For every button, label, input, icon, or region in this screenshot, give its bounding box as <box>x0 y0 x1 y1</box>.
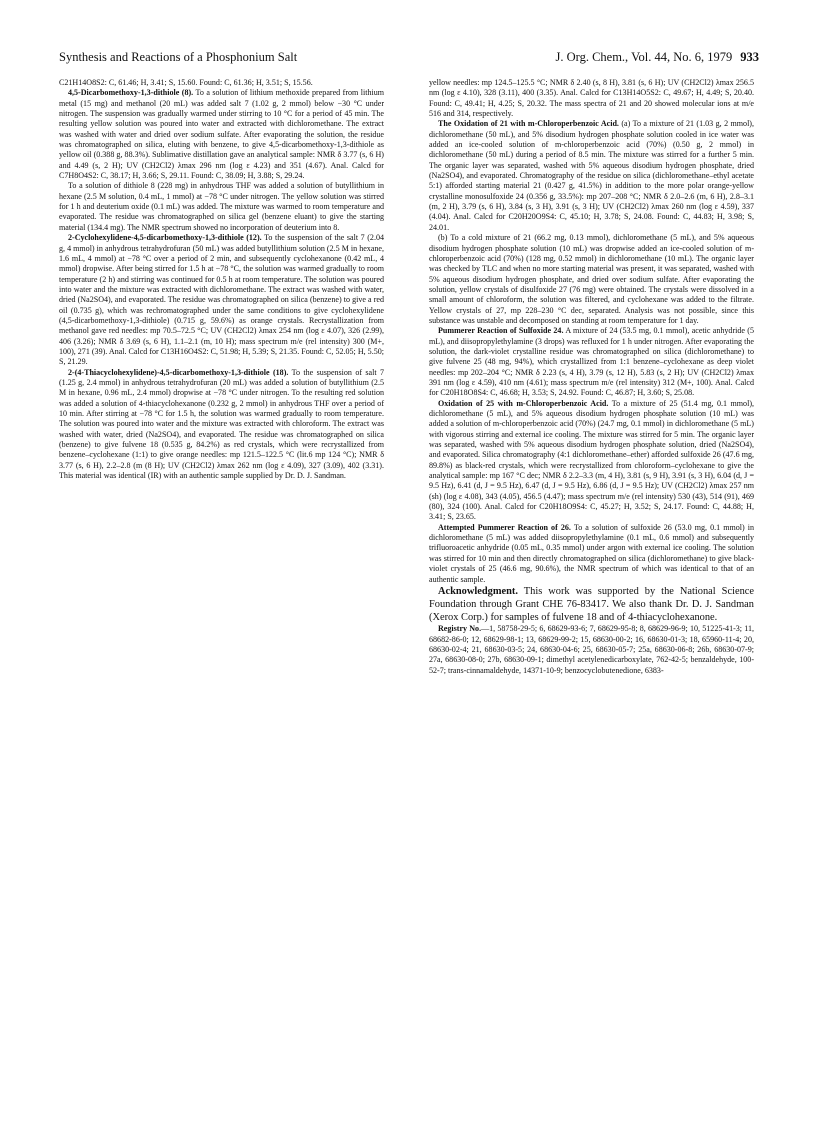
registry-heading: Registry No. <box>438 624 482 634</box>
page-header <box>59 50 759 70</box>
paragraph-text: (b) To a cold mixture of 21 (66.2 mg, 0.13 mmol), dichloromethane (5 mL), and 5% aqueous disodium hydrogen phosphate solution (10 mL) was dropwise added an ice-cooled solution of m-chloroperbenzoic acid (70%) (128 mg, 0.52 mmol) in dichloromethane (10 mL). The organic layer was checked by TLC and when no more starting material was present, it was separated, washed with 5% aqueous disodium hydrogen phosphate, and dried over sodium sulfate. After evaporating the solution, yellow crystals of disulfoxide 27 (76 mg) were obtained. The crystals were dissolved in a small amount of chloroform, the solution was filtered, and cyclohexane was added to the filtrate. Yellow crystals of 27, mp 228–230 °C dec, separated. Analysis was not possible, since this substance was unstable and decomposed on standing at room temperature for 1 day. <box>429 233 754 325</box>
journal-name: J. Org. Chem., Vol. 44, No. 6, 1979 <box>555 50 733 64</box>
paragraph-text: To a solution of lithium methoxide prepared from lithium metal (15 mg) and methanol (20 mL) was added salt 7 (1.02 g, 2 mmol) below −30 °C under nitrogen. The suspension was gradually warmed under stirring to 10 °C for a period of 45 min. The resulting yellow solution was poured into water and extracted with dichloromethane. The extract was washed with water and dried over sodium sulfate. After evaporating the solution, the residue was chromatographed on silica, eluting with benzene, to give 4,5-dicarbomethoxy-1,3-dithiole as yellow oil (0.388 g, 88.3%). Sublimative distillation gave an analytical sample: NMR δ 3.77 (s, 6 H) and 4.49 (s, 2 H); UV (CH2Cl2) λmax 296 nm (log ε 4.23) and 351 (4.67). Anal. Calcd for C7H8O4S2: C, 38.17; H, 3.66; S, 29.11. Found: C, 38.09; H, 3.88; S, 29.24. <box>59 88 384 181</box>
paragraph-text: To the suspension of salt 7 (1.25 g, 2.4 mmol) in anhydrous tetrahydrofuran (20 mL) was added a solution of butyllithium (2.5 M in hexane, 0.96 mL, 2.4 mmol) dropwise at −78 °C under nitrogen. To the resulting red solution was added a solution of 4-thiacyclohexanone (0.232 g, 2 mmol) in anhydrous THF over a period of 10 min. After stirring at −78 °C for 1.5 h, the solution was warmed gradually to room temperature. The solution was poured into water and the mixture was extracted with chloroform. The extract was washed with water, dried (Na2SO4), and evaporated. The residue was chromatographed on silica (benzene) to give fulvene 18 (0.535 g, 84.2%) as red crystals, which were recrystallized from benzene–cyclohexane (1:1) to give orange needles: mp 121.5–122.5 °C (lit.6 mp 124 °C); NMR δ 3.77 (s, 6 H), 2.2–2.8 (m (8 H); UV (CH2Cl2) λmax 262 nm (log ε 4.09), 327 (3.09), 402 (3.31). This material was identical (IR) with an authentic sample supplied by Dr. D. J. Sandman. <box>59 367 384 481</box>
paragraph <box>429 78 754 119</box>
registry-text: —1, 58758-29-5; 6, 68629-93-6; 7, 68629-95-8; 8, 68629-96-9; 10, 51225-41-3; 11, 68682-86-0; 12, 68629-98-1; 13, 68629-99-2; 15, 68630-00-2; 16, 68630-01-3; 18, 65960-11-4; 20, 68630-02-4; 21, 68630-03-5; 24, 68630-04-6; 25, 68630-05-7; 25a, 68630-06-8; 26b, 68630-07-9; 27a, 68630-08-0; 27b, 68630-09-1; dimethyl acetylenedicarboxylate, 762-42-5; benzaldehyde, 100-52-7; trans-cinnamaldehyde, 14371-10-9; benzocyclobutenedione, 6383- <box>429 624 754 675</box>
paragraph <box>429 399 754 523</box>
paragraph-heading: Oxidation of 25 with m-Chloroperbenzoic Acid. <box>438 398 609 408</box>
paragraph <box>59 88 384 181</box>
paragraph <box>59 368 384 482</box>
paragraph-text: To a solution of sulfoxide 26 (53.0 mg, 0.1 mmol) in dichloromethane (5 mL) was added diisopropylethylamine (0.1 mL, 0.6 mmol) and subsequently trifluoroacetic anhydride (0.05 mL, 0.35 mmol) under argon with external ice cooling. The solution was stirred for 10 min and then directly chromatographed on silica (dichloromethane) to give black-violet crystals of 25 (46.6 mg, 90.6%), the NMR spectrum of which was identical to that of an authentic sample. <box>429 522 755 584</box>
right-column-paragraphs <box>429 78 754 585</box>
paragraph <box>429 523 754 585</box>
paragraph <box>59 78 384 88</box>
paragraph <box>59 233 384 367</box>
acknowledgment-text: This work was supported by the National Science Foundation through Grant CHE 76-83417. We also thank Dr. D. J. Sandman (Xerox Corp.) for samples of fulvene 18 and of 4-thiacyclohexanone. <box>429 585 754 624</box>
paragraph-heading: The Oxidation of 21 with m-Chloroperbenzoic Acid. <box>438 119 619 129</box>
paragraph-text: A mixture of 24 (53.5 mg, 0.1 mmol), acetic anhydride (5 mL), and diisopropylethylamine (3 drops) was refluxed for 1 h under nitrogen. After evaporating the solution, the dark-violet crystalline residue was chromatographed on silica (dichloromethane) to give fulvene 25 (48 mg, 94%), which crystallized from 1:1 benzene–cyclohexane as deep violet needles: mp 202–204 °C; NMR δ 2.23 (s, 4 H), 3.79 (s, 12 H), 5.83 (s, 2 H); UV (CH2Cl2) λmax 391 nm (log ε 4.59), 410 nm (4.61); mass spectrum m/e (rel intensity) 312 (M+, 100). Anal. Calcd for C20H18O8S4: C, 46.68; H, 3.53; S, 24.92. Found: C, 46.87; H, 3.60; S, 25.08. <box>429 326 754 398</box>
registry-numbers <box>429 624 754 676</box>
journal-citation <box>555 50 759 65</box>
acknowledgment-heading: Acknowledgment. <box>438 585 518 597</box>
paragraph-text: yellow needles: mp 124.5–125.5 °C; NMR δ 2.40 (s, 8 H), 3.81 (s, 6 H); UV (CH2Cl2) λmax 256.5 nm (log ε 4.10), 328 (3.11), 400 (3.35). Anal. Calcd for C13H14O5S2: C, 49.67; H, 4.49; S, 20.40. Found: C, 49.41; H, 4.25; S, 20.32. The mass spectra of 21 and 20 showed molecular ions at m/e 516 and 314, respectively. <box>429 78 754 119</box>
running-title: Synthesis and Reactions of a Phosphonium Salt <box>59 50 298 64</box>
paragraph-heading: 2-(4-Thiacyclohexylidene)-4,5-dicarbomethoxy-1,3-dithiole (18). <box>68 367 289 377</box>
paragraph-heading: Pummerer Reaction of Sulfoxide 24. <box>438 326 564 336</box>
paragraph <box>59 181 384 233</box>
paragraph-text: To the suspension of the salt 7 (2.04 g, 4 mmol) in anhydrous tetrahydrofuran (50 mL) was added butyllithium solution (2.5 M in hexane, 1.6 mL, 4 mmol) at −78 °C over a period of 2 min, and subsequently cyclohexanone (0.42 mL, 4 mmol) dropwise. After being stirred for 1.5 h at −78 °C, the solution was warmed gradually to room temperature (2 h) and stirring was continued for 0.5 h at room temperature. The solution was poured into water and the mixture was extracted with dichloromethane. The extract was washed with water, dried (Na2SO4), and evaporated. The residue was chromatographed on silica (benzene) to give a red oil (0.735 g), which was rechromatographed under the same conditions to give cyclohexylidene (4,5-dicarbomethoxy-1,3-dithiole) (0.715 g, 59.6%) as orange crystals. Recrystallization from methanol gave red needles: mp 70.5–72.5 °C; UV (CH2Cl2) λmax 254 nm (log ε 4.07), 326 (2.99), 406 (3.26); NMR δ 3.69 (s, 6 H), 1.1–2.1 (m, 10 H); mass spectrum m/e (rel intensity) 300 (M+, 100), 271 (39). Anal. Calcd for C13H16O4S2: C, 51.98; H, 5.39; S, 21.35. Found: C, 52.05; H, 5.50; S, 21.29. <box>59 233 384 367</box>
paragraph <box>429 233 754 326</box>
left-column <box>59 78 384 481</box>
paragraph-heading: Attempted Pummerer Reaction of 26. <box>438 522 571 532</box>
page-number: 933 <box>740 50 759 64</box>
acknowledgment <box>429 585 754 625</box>
paragraph <box>429 326 754 398</box>
paragraph <box>429 119 754 233</box>
paragraph-text: To a mixture of 25 (51.4 mg, 0.1 mmol), dichloromethane (5 mL), and 5% aqueous disodium hydrogen phosphate solution (10 mL) was added a solution of m-chloroperbenzoic acid (70%) (24.7 mg, 0.1 mmol) in dichloromethane (5 mL) with vigorous stirring and external ice cooling. The mixture was stirred for 5 min. The organic layer was separated, washed with 5% aqueous disodium hydrogen phosphate solution, dried (Na2SO4), and evaporated. Silica chromatography (4:1 dichloromethane–ether) afforded sulfoxide 26 (47.6 mg, 89.8%) as black-red crystals, which were recrystallized from chloroform–cyclohexane to give the analytical sample: mp 167 °C dec; NMR δ 2.2–3.3 (m, 4 H), 3.81 (s, 9 H), 3.91 (s, 3 H), 6.04 (d, J = 9.5 Hz), 6.41 (d, J = 9.5 Hz), 6.47 (d, J = 9.5 Hz), 6.86 (d, J = 9.5 Hz); UV (CH2Cl2) λmax 257 nm (sh) (log ε 4.08), 343 (4.05), 456.5 (4.47); mass spectrum m/e (rel intensity) 530 (43), 514 (91), 469 (80), 324 (100). Anal. Calcd for C20H18O9S4: C, 45.27; H, 3.52; S, 24.17. Found: C, 44.88; H, 3.41; S, 23.65. <box>429 398 755 522</box>
paragraph-heading: 4,5-Dicarbomethoxy-1,3-dithiole (8). <box>68 88 194 98</box>
right-column <box>429 78 754 676</box>
paragraph-text: C21H14O8S2: C, 61.46; H, 3.41; S, 15.60. Found: C, 61.36; H, 3.51; S, 15.56. <box>59 78 313 87</box>
paragraph-text: To a solution of dithiole 8 (228 mg) in anhydrous THF was added a solution of butyllithium in hexane (2.5 M solution, 0.4 mL, 1 mmol) at −78 °C under nitrogen. The yellow solution was stirred for 1 h and deuterium oxide (0.1 mL) was added. The mixture was warmed to room temperature and evaporated. The residue was chromatographed on silica gel (benzene eluant) to give the starting material (134.4 mg). The NMR spectrum showed no incorporation of deuterium into 8. <box>59 181 384 232</box>
paragraph-heading: 2-Cyclohexylidene-4,5-dicarbomethoxy-1,3-dithiole (12). <box>68 233 262 243</box>
paragraph-text: (a) To a mixture of 21 (1.03 g, 2 mmol), dichloromethane (50 mL), and 5% disodium hydrogen phosphate solution cooled in ice water was added an ice-cooled solution of m-chloroperbenzoic acid (70%) (0.50 g, 2 mmol) in dichloromethane (50 mL) during a period of 8.5 min. The mixture was stirred for a further 5 min. The organic layer was separated, washed with 5% aqueous disodium hydrogen phosphate, dried (Na2SO4), and evaporated. Chromatography of the residue on silica (dichloromethane–ethyl acetate 5:1) afforded starting material 21 (0.427 g, 41.5%) in addition to the more polar orange-yellow crystalline monosulfoxide 24 (0.356 g, 33.5%): mp 207–208 °C; NMR δ 2.0–2.6 (m, 6 H), 2.8–3.1 (m, 2 H), 3.79 (s, 6 H), 3.84 (s, 3 H), 3.91 (s, 3 H); UV (CH2Cl2) λmax 260 nm (log ε 4.59), 337 (4.04). Anal. Calcd for C20H20O9S4: C, 45.10; H, 3.78; S, 24.08. Found: C, 44.83; H, 3.98; S, 24.01. <box>429 119 754 232</box>
